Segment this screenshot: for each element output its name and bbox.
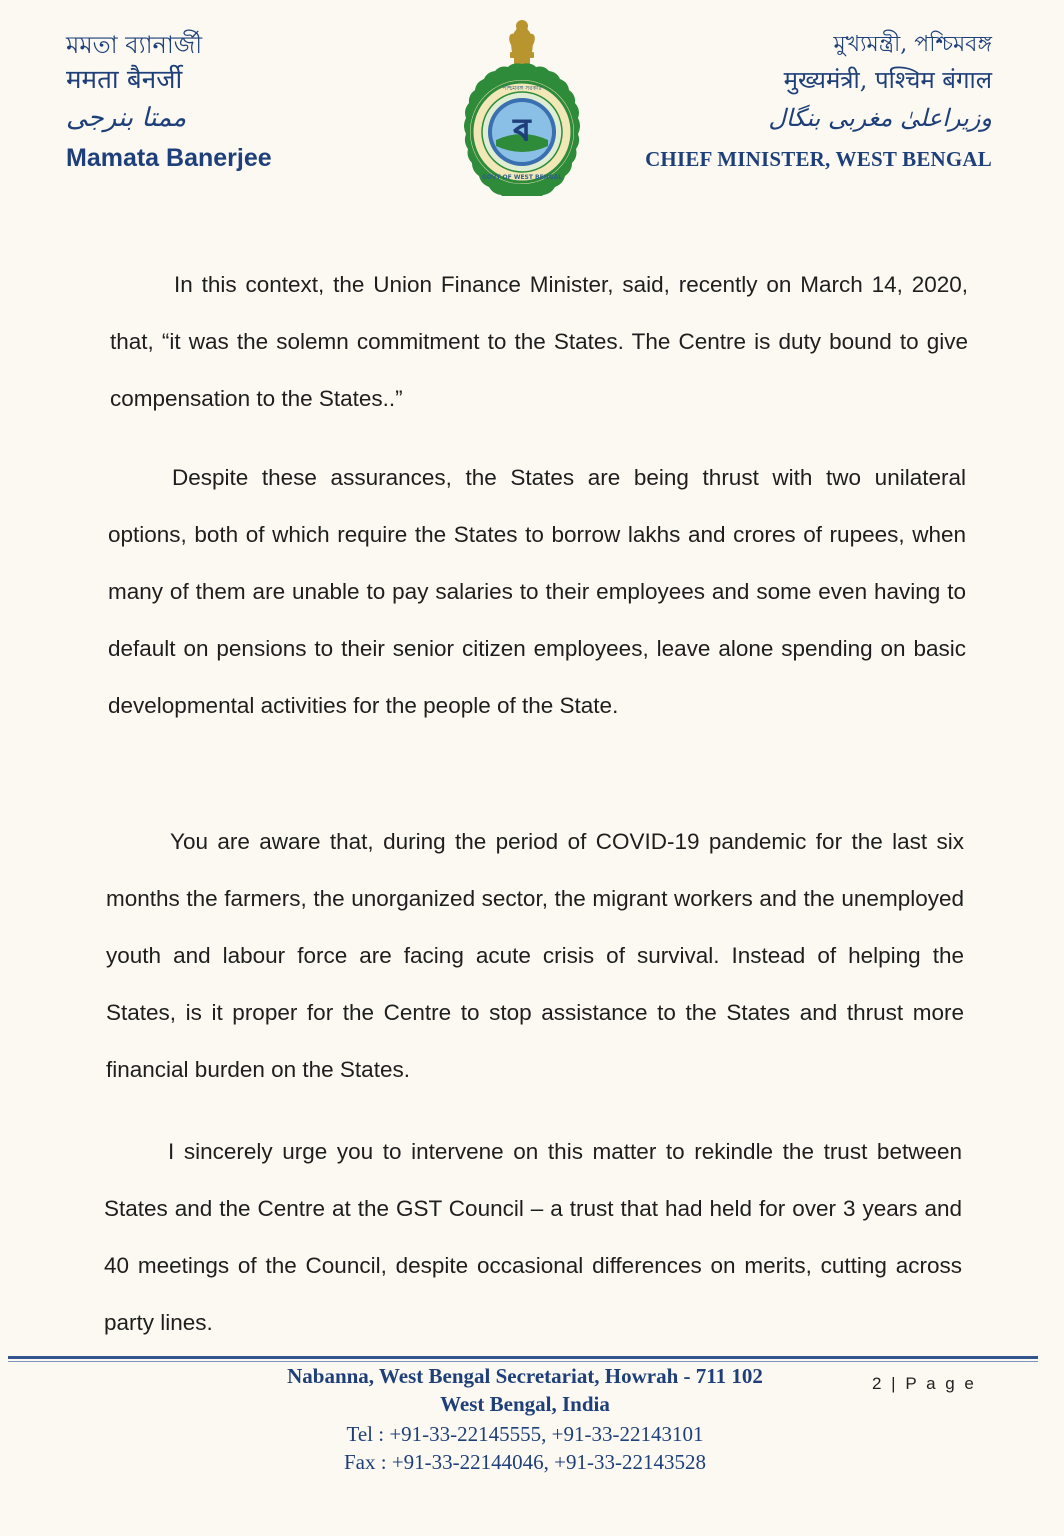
paragraph-1 (110, 256, 968, 427)
hindi-title: मुख्यमंत्री, पश्चिम बंगाल (783, 66, 992, 94)
page-number: 2 | P a g e (872, 1374, 977, 1393)
address-line-2: West Bengal, India (440, 1392, 610, 1416)
urdu-title: وزیراعلیٰ مغربی بنگال (768, 104, 992, 132)
telephone-numbers: Tel : +91-33-22145555, +91-33-22143101 (346, 1422, 704, 1446)
address-line-1: Nabanna, West Bengal Secretariat, Howrah - 711 102 (287, 1364, 763, 1388)
english-title: CHIEF MINISTER, WEST BENGAL (645, 147, 992, 171)
paragraph-3 (106, 813, 964, 1098)
footer-address (260, 1362, 790, 1476)
hindi-name: ममता बैनर्जी (66, 65, 183, 95)
letterhead-left (66, 28, 272, 176)
english-name: Mamata Banerjee (66, 144, 272, 172)
paragraph-2-text: Despite these assurances, the States are being thrust with two unilateral options, both of which require the States to borrow lakhs and crores of rupees, when many of them are unable to pay salaries to their employees and some even having to default on pensions to their senior citizen employees, leave alone spending on basic developmental activities for the people of the State. (108, 465, 966, 718)
paragraph-1-text: In this context, the Union Finance Minister, said, recently on March 14, 2020, that, “it was the solemn commitment to the States. The Centre is duty bound to give compensation to the States..” (110, 272, 968, 411)
emblem-seal-text: GOVT OF WEST BENGAL (481, 174, 563, 181)
svg-text:পশ্চিমবঙ্গ সরকার: পশ্চিমবঙ্গ সরকার (502, 85, 542, 92)
state-emblem-icon (452, 12, 592, 196)
paragraph-4 (104, 1123, 962, 1351)
paragraph-2 (108, 449, 966, 734)
paragraph-4-text: I sincerely urge you to intervene on this matter to rekindle the trust between States and the Centre at the GST Council – a trust that had held for over 3 years and 40 meetings of the Council, despite occasional differences on merits, cutting across party lines. (104, 1139, 962, 1335)
urdu-name: ممتا بنرجی (66, 103, 187, 133)
letterhead-right (645, 28, 992, 176)
fax-numbers: Fax : +91-33-22144046, +91-33-22143528 (344, 1450, 706, 1474)
footer-divider (8, 1356, 1038, 1359)
paragraph-3-text: You are aware that, during the period of COVID-19 pandemic for the last six months the farmers, the unorganized sector, the migrant workers and the unemployed youth and labour force are facing acute crisis of survival. Instead of helping the States, is it proper for the Centre to stop assistance to the States and thrust more financial burden on the States. (106, 829, 964, 1082)
bengali-name: মমতা ব্যানার্জী (66, 31, 203, 59)
bengali-title: মুখ্যমন্ত্রী, পশ্চিমবঙ্গ (833, 32, 992, 57)
svg-text:ব: ব (513, 113, 531, 148)
